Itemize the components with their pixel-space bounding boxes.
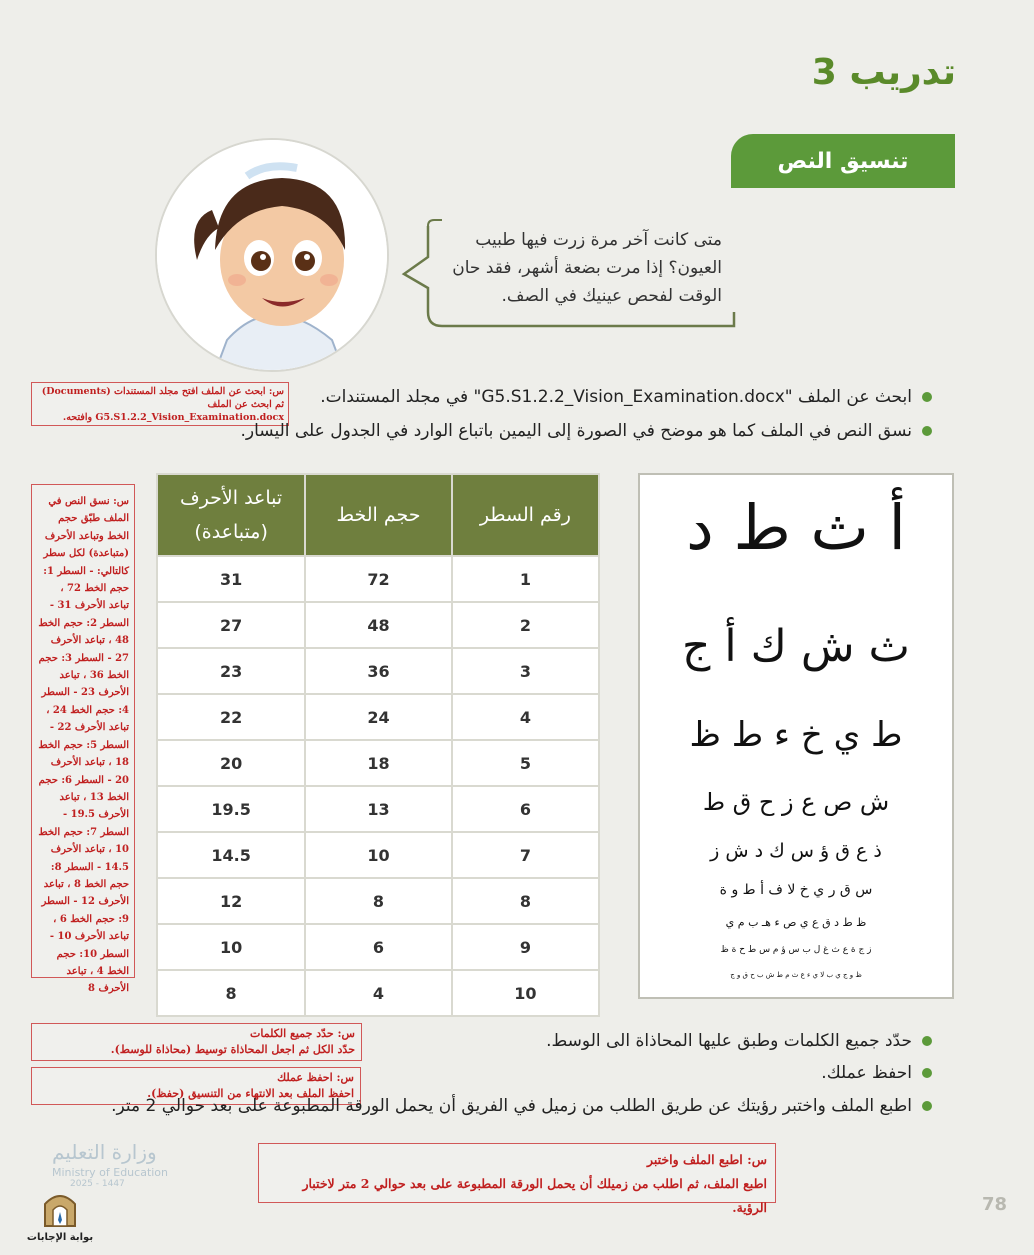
eye-chart-line-7: ظ ط د ق ع ي ص ء هـ ب م ي xyxy=(725,916,867,929)
eye-chart-line-8: ز ج ة ع ث غ ل ب س ؤ م س ط ح ة ظ xyxy=(720,945,872,955)
eye-chart-line-4: ش ص ع ز ح ق ط xyxy=(702,788,890,816)
cell-letter-spacing: 20 xyxy=(157,740,305,786)
ministry-logo xyxy=(52,1140,168,1189)
cell-letter-spacing: 27 xyxy=(157,602,305,648)
cell-font-size: 8 xyxy=(305,878,452,924)
step-1 xyxy=(320,387,932,407)
girl-illustration xyxy=(157,140,387,370)
answer-note-2-body: حدّد الكل ثم اجعل المحاذاة توسيط (محاذاة للوسط). xyxy=(110,1043,355,1056)
step-5 xyxy=(111,1096,932,1116)
step-4-text: احفظ عملك. xyxy=(821,1063,912,1083)
format-table xyxy=(156,473,600,1017)
answer-note-3-title: س: احفظ عملك xyxy=(277,1071,354,1084)
table-row xyxy=(157,832,599,878)
speech-text: متى كانت آخر مرة زرت فيها طبيب العيون؟ إذا مرت بضعة أشهر، فقد حان الوقت لفحص عينيك في الصف. xyxy=(452,230,722,306)
bullet-icon xyxy=(922,426,932,436)
answer-note-4-body: اطبع الملف، ثم اطلب من زميلك أن يحمل الورقة المطبوعة على بعد حوالي 2 متر لاختبار الرؤية. xyxy=(302,1176,767,1215)
table-row xyxy=(157,556,599,602)
badge-label: بوابة الإجابات xyxy=(26,1232,94,1243)
answer-note-2-title: س: حدّد جميع الكلمات xyxy=(250,1027,355,1040)
cell-line-number: 5 xyxy=(452,740,599,786)
ministry-name-en: Ministry of Education xyxy=(52,1166,169,1179)
cell-font-size: 24 xyxy=(305,694,452,740)
eye-chart-line-3: ط ي خ ء ط ظ xyxy=(689,715,903,755)
cell-letter-spacing: 12 xyxy=(157,878,305,924)
cell-letter-spacing: 22 xyxy=(157,694,305,740)
eye-chart-line-1: أ ث ط د xyxy=(686,491,906,564)
cell-line-number: 9 xyxy=(452,924,599,970)
cell-font-size: 10 xyxy=(305,832,452,878)
step-4 xyxy=(821,1063,932,1083)
answer-note-3-body: احفظ الملف بعد الانتهاء من التنسيق (حفظ). xyxy=(147,1087,354,1100)
page-number: 78 xyxy=(982,1194,1008,1215)
cell-line-number: 8 xyxy=(452,878,599,924)
header-font-size: حجم الخط xyxy=(305,474,452,556)
table-row xyxy=(157,740,599,786)
step-2 xyxy=(240,421,932,441)
step-3-text: حدّد جميع الكلمات وطبق عليها المحاذاة الى الوسط. xyxy=(546,1031,912,1051)
table-row xyxy=(157,924,599,970)
cell-line-number: 4 xyxy=(452,694,599,740)
bullet-icon xyxy=(922,392,932,402)
ministry-name-ar: وزارة التعليم xyxy=(52,1140,157,1164)
eye-chart-line-2: ث ش ك أ ج xyxy=(682,621,910,672)
step-5-text: اطبع الملف واختبر رؤيتك عن طريق الطلب من زميل في الفريق أن يحمل الورقة المطبوعة على بعد حوالي 2 متر. xyxy=(111,1096,912,1116)
table-row xyxy=(157,786,599,832)
page-title: تدريب 3 xyxy=(811,52,956,93)
cell-font-size: 6 xyxy=(305,924,452,970)
step-3 xyxy=(546,1031,932,1051)
mosque-icon xyxy=(39,1186,81,1228)
bullet-icon xyxy=(922,1036,932,1046)
cell-line-number: 7 xyxy=(452,832,599,878)
answer-note-side: س: نسق النص في الملف طبّق حجم الخط وتباعد الأحرف (متباعدة) لكل سطر كالتالي: - السطر 1: حجم الخط 72 ، تباعد الأحرف 31 - السطر 2: حجم الخط 48 ، تباعد الأحرف 27 - السطر 3: حجم الخط 36 ، تباعد الأحرف 23 - السطر 4: حجم الخط 24 ، تباعد الأحرف 22 - السطر 5: حجم الخط 18 ، تباعد الأحرف 20 - السطر 6: حجم الخط 13 ، تباعد الأحرف 19.5 - السطر 7: حجم الخط 10 ، تباعد الأحرف 14.5 - السطر 8: حجم الخط 8 ، تباعد الأحرف 12 - السطر 9: حجم الخط 6 ، تباعد الأحرف 10 - السطر 10: حجم الخط 4 ، تباعد الأحرف 8 xyxy=(31,484,135,978)
answers-portal-badge xyxy=(20,1186,100,1243)
cell-font-size: 13 xyxy=(305,786,452,832)
student-avatar xyxy=(155,138,389,372)
ministry-years: 2025 - 1447 xyxy=(70,1179,125,1189)
cell-font-size: 72 xyxy=(305,556,452,602)
answer-note-4-title: س: اطبع الملف واختبر xyxy=(646,1152,767,1167)
cell-line-number: 3 xyxy=(452,648,599,694)
cell-letter-spacing: 19.5 xyxy=(157,786,305,832)
table-body xyxy=(157,556,599,1016)
cell-font-size: 4 xyxy=(305,970,452,1016)
section-tab: تنسيق النص xyxy=(731,134,955,188)
header-line-number: رقم السطر xyxy=(452,474,599,556)
bullet-icon xyxy=(922,1068,932,1078)
answer-note-2 xyxy=(31,1023,362,1061)
cell-font-size: 18 xyxy=(305,740,452,786)
table-row xyxy=(157,602,599,648)
cell-letter-spacing: 14.5 xyxy=(157,832,305,878)
cell-line-number: 2 xyxy=(452,602,599,648)
step-1-text: ابحث عن الملف "G5.S1.2.2_Vision_Examination.docx" في مجلد المستندات. xyxy=(320,387,912,407)
bullet-icon xyxy=(922,1101,932,1111)
table-row xyxy=(157,970,599,1016)
cell-letter-spacing: 10 xyxy=(157,924,305,970)
cell-line-number: 1 xyxy=(452,556,599,602)
header-letter-spacing: تباعد الأحرف (متباعدة) xyxy=(157,474,305,556)
table-row xyxy=(157,648,599,694)
cell-line-number: 6 xyxy=(452,786,599,832)
cell-letter-spacing: 31 xyxy=(157,556,305,602)
table-row xyxy=(157,694,599,740)
step-2-text: نسق النص في الملف كما هو موضح في الصورة إلى اليمين باتباع الوارد في الجدول على اليسار. xyxy=(240,421,912,441)
cell-line-number: 10 xyxy=(452,970,599,1016)
eye-chart-line-6: س ق ر ي خ لا ف أ ط و ة xyxy=(719,882,873,898)
answer-note-1: س: ابحث عن الملف افتح مجلد المستندات (Documents) ثم ابحث عن الملف G5.S1.2.2_Vision_Examination.docx وافتحه. xyxy=(31,382,289,426)
table-row xyxy=(157,878,599,924)
eye-chart-line-9: ظ و ج ي ب لا ي ء ع ث م ط ش ب ح ق و ج xyxy=(730,971,862,979)
cell-font-size: 48 xyxy=(305,602,452,648)
answer-note-4 xyxy=(258,1143,776,1215)
cell-letter-spacing: 8 xyxy=(157,970,305,1016)
eye-chart-card xyxy=(638,473,954,999)
table-header-row xyxy=(157,474,599,556)
cell-letter-spacing: 23 xyxy=(157,648,305,694)
cell-font-size: 36 xyxy=(305,648,452,694)
eye-chart-line-5: ذ ع ق ؤ س ك د ش ز xyxy=(710,840,882,862)
